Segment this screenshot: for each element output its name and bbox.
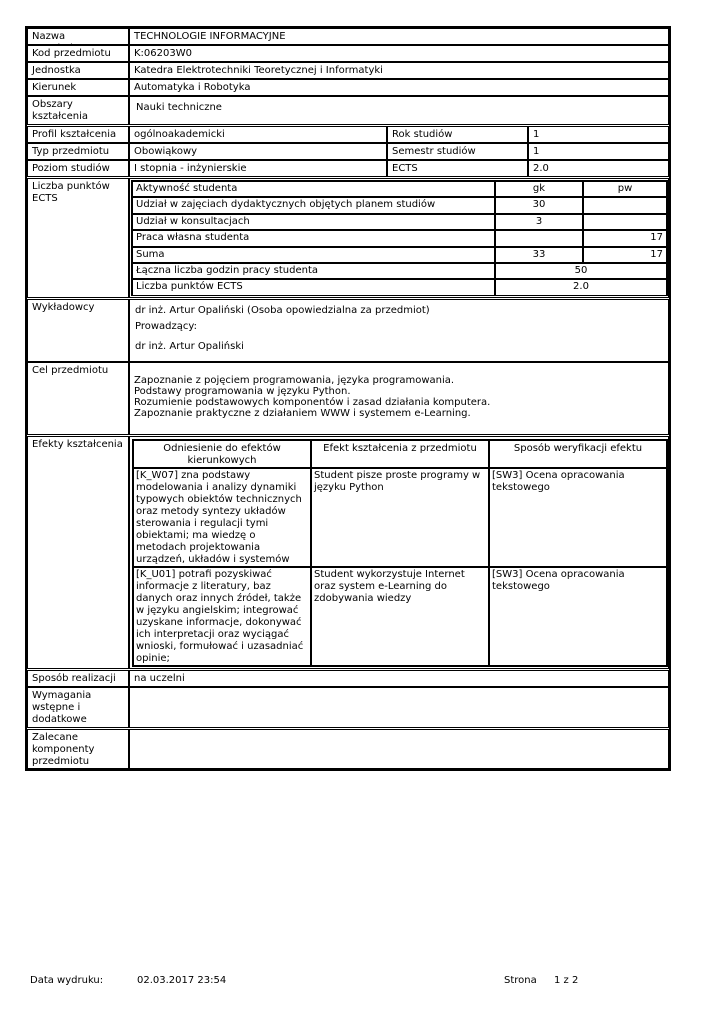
value-jednostka: Katedra Elektrotechniki Teoretycznej i Informatyki (129, 62, 669, 79)
ects-header-pw: pw (583, 181, 667, 197)
value-semestr: 1 (528, 143, 669, 160)
ects-header-gk: gk (495, 181, 583, 197)
print-date-label: Data wydruku: (30, 975, 104, 986)
ects-row-label: Suma (132, 247, 495, 263)
ects-header-label: Aktywność studenta (132, 181, 495, 197)
ects-total-hours-value: 50 (495, 263, 667, 279)
efekty-row-2-ref: [K_U01] potrafi pozyskiwać informacje z literatury, baz danych oraz innych źródeł, także w języku angielskim; integrować uzyskane informacje, dokonywać ich interpretacji oraz wyciągać wnioski, formułować i uzasadniać opinie; (133, 567, 311, 666)
value-poziom: I stopnia - inżynierskie (129, 160, 387, 177)
value-rok: 1 (528, 126, 669, 143)
label-liczba-ects: Liczba punktów ECTS (27, 178, 129, 298)
page-label: Strona (504, 975, 537, 986)
label-semestr: Semestr studiów (387, 143, 528, 160)
value-wykladowcy (129, 299, 669, 362)
efekty-row-2-effect: Student wykorzystuje Internet oraz system e-Learning do zdobywania wiedzy (311, 567, 489, 666)
lecturer-line: dr inż. Artur Opaliński (Osoba opowiedzialna za przedmiot) (135, 305, 430, 316)
label-wykladowcy: Wykładowcy (27, 299, 129, 362)
ects-row-pw: 17 (583, 247, 667, 263)
goal-line: Zapoznanie z pojęciem programowania, języka programowania. (134, 375, 455, 386)
print-date: 02.03.2017 23:54 (137, 975, 227, 986)
efekty-row-1-ref: [K_W07] zna podstawy modelowania i analizy dynamiki typowych obiektów technicznych oraz metody syntezy układów sterowania i regulacji tymi obiektami; ma wiedzę o metodach projektowania urządzeń, układów i systemów (133, 468, 311, 567)
efekty-header-3: Sposób weryfikacji efektu (489, 440, 667, 468)
label-obszary: Obszary kształcenia (27, 96, 129, 125)
ects-row-gk: 33 (495, 247, 583, 263)
value-sposob: na uczelni (129, 670, 669, 687)
label-profil: Profil kształcenia (27, 126, 129, 143)
lecturer-label: Prowadzący: (135, 321, 197, 332)
value-zalecane (129, 729, 669, 769)
label-jednostka: Jednostka (27, 62, 129, 79)
label-typ: Typ przedmiotu (27, 143, 129, 160)
value-obszary: Nauki techniczne (129, 96, 669, 125)
ects-row-pw (583, 214, 667, 230)
page-number: 1 z 2 (554, 975, 579, 986)
goal-line: Podstawy programowania w języku Python. (134, 386, 351, 397)
ects-total-hours-label: Łączna liczba godzin pracy studenta (132, 263, 495, 279)
label-cel: Cel przedmiotu (27, 362, 129, 435)
ects-row-gk: 3 (495, 214, 583, 230)
efekty-row-2-verification: [SW3] Ocena opracowania tekstowego (489, 567, 667, 666)
ects-points-label: Liczba punktów ECTS (132, 279, 495, 295)
ects-row-label: Udział w konsultacjach (132, 214, 495, 230)
label-rok: Rok studiów (387, 126, 528, 143)
ects-row-label: Praca własna studenta (132, 230, 495, 246)
ects-points-value: 2.0 (495, 279, 667, 295)
goal-line: Zapoznanie praktyczne z działaniem WWW i systemem e-Learning. (134, 408, 471, 419)
label-efekty: Efekty kształcenia (27, 436, 129, 669)
label-poziom: Poziom studiów (27, 160, 129, 177)
value-kod: K:06203W0 (129, 45, 669, 62)
value-typ: Obowiąkowy (129, 143, 387, 160)
label-kod: Kod przedmiotu (27, 45, 129, 62)
lecturer-name: dr inż. Artur Opaliński (135, 341, 244, 352)
value-wymagania (129, 687, 669, 728)
ects-row-pw: 17 (583, 230, 667, 246)
value-cel (129, 362, 669, 435)
label-wymagania: Wymagania wstępne i dodatkowe (27, 687, 129, 728)
value-ects: 2.0 (528, 160, 669, 177)
label-sposob: Sposób realizacji (27, 670, 129, 687)
label-ects: ECTS (387, 160, 528, 177)
label-kierunek: Kierunek (27, 79, 129, 96)
ects-row-gk (495, 230, 583, 246)
ects-row-gk: 30 (495, 197, 583, 213)
ects-row-pw (583, 197, 667, 213)
value-kierunek: Automatyka i Robotyka (129, 79, 669, 96)
value-nazwa: TECHNOLOGIE INFORMACYJNE (129, 28, 669, 45)
ects-row-label: Udział w zajęciach dydaktycznych objętych planem studiów (132, 197, 495, 213)
efekty-row-1-verification: [SW3] Ocena opracowania tekstowego (489, 468, 667, 567)
value-profil: ogólnoakademicki (129, 126, 387, 143)
efekty-header-1: Odniesienie do efektów kierunkowych (133, 440, 311, 468)
goal-line: Rozumienie podstawowych komponentów i zasad działania komputera. (134, 397, 491, 408)
efekty-header-2: Efekt kształcenia z przedmiotu (311, 440, 489, 468)
label-zalecane: Zalecane komponenty przedmiotu (27, 729, 129, 769)
label-nazwa: Nazwa (27, 28, 129, 45)
efekty-row-1-effect: Student pisze proste programy w języku Python (311, 468, 489, 567)
